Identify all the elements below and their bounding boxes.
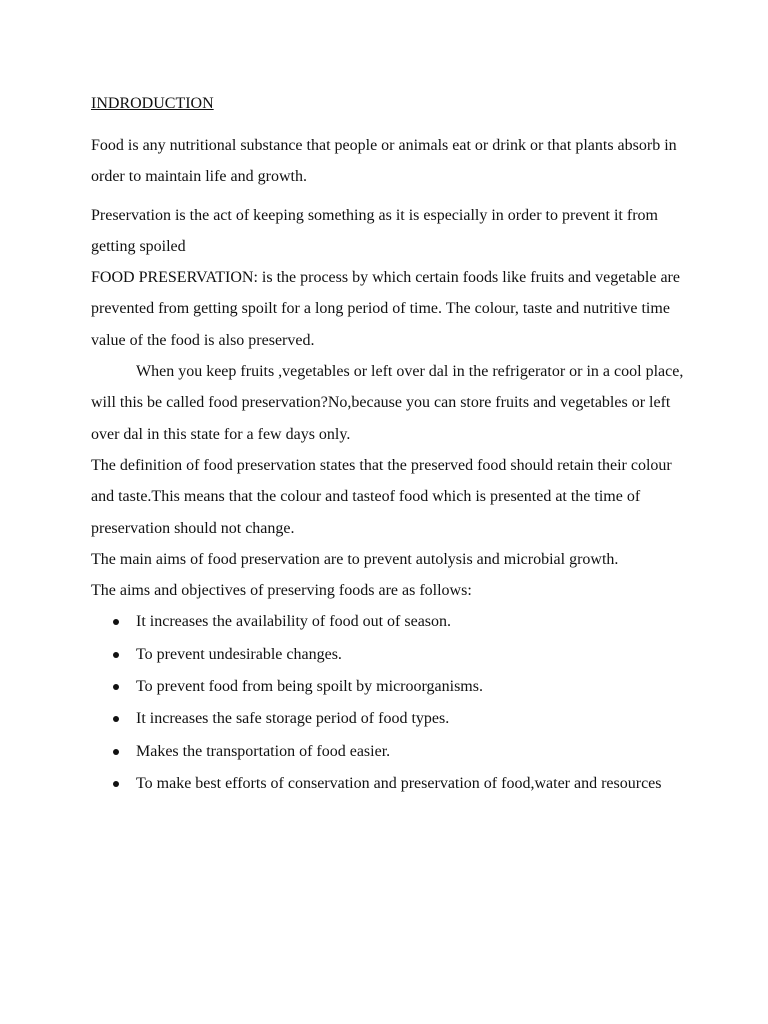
paragraph-refrigerator-question: When you keep fruits ,vegetables or left over dal in the refrigerator or in a cool place, will this be called food preservation?No,because you can store fruits and vegetables or left over dal in this state for a few days only. <box>91 363 684 443</box>
list-item <box>91 606 691 637</box>
list-item-text: To prevent food from being spoilt by microorganisms. <box>136 678 483 696</box>
bullet-icon <box>113 749 119 755</box>
bullet-icon <box>113 716 119 722</box>
bullet-icon <box>113 781 119 787</box>
list-item <box>91 671 691 702</box>
paragraph-food-preservation: FOOD PRESERVATION: is the process by which certain foods like fruits and vegetable are prevented from getting spoilt for a long period of time. The colour, taste and nutritive time value of the food is also preserved. <box>91 269 680 349</box>
bullet-icon <box>113 619 119 625</box>
list-item-text: To make best efforts of conservation and preservation of food,water and resources <box>136 774 662 792</box>
list-item-text: It increases the safe storage period of food types. <box>136 710 450 728</box>
list-item <box>91 639 691 670</box>
bullet-icon <box>113 684 119 690</box>
paragraph-preservation-definition: Preservation is the act of keeping something as it is especially in order to prevent it from getting spoiled <box>91 206 658 255</box>
list-item <box>91 768 691 799</box>
list-item-text: Makes the transportation of food easier. <box>136 742 391 760</box>
paragraph-food-definition: Food is any nutritional substance that people or animals eat or drink or that plants absorb in order to maintain life and growth. <box>91 137 677 186</box>
aims-bullet-list <box>91 606 691 799</box>
list-item-text: It increases the availability of food out of season. <box>136 613 452 631</box>
list-item-text: To prevent undesirable changes. <box>136 645 342 663</box>
document-page <box>91 88 691 800</box>
document-heading: INDRODUCTION <box>91 95 214 112</box>
paragraph-aims-intro: The aims and objectives of preserving foods are as follows: <box>91 582 472 600</box>
bullet-icon <box>113 652 119 658</box>
paragraph-main-aims: The main aims of food preservation are to prevent autolysis and microbial growth. <box>91 550 619 568</box>
paragraph-definition-retain: The definition of food preservation states that the preserved food should retain their colour and taste.This means that the colour and tasteof food which is presented at the time of preservation should not change. <box>91 456 672 537</box>
list-item <box>91 703 691 734</box>
list-item <box>91 736 691 767</box>
